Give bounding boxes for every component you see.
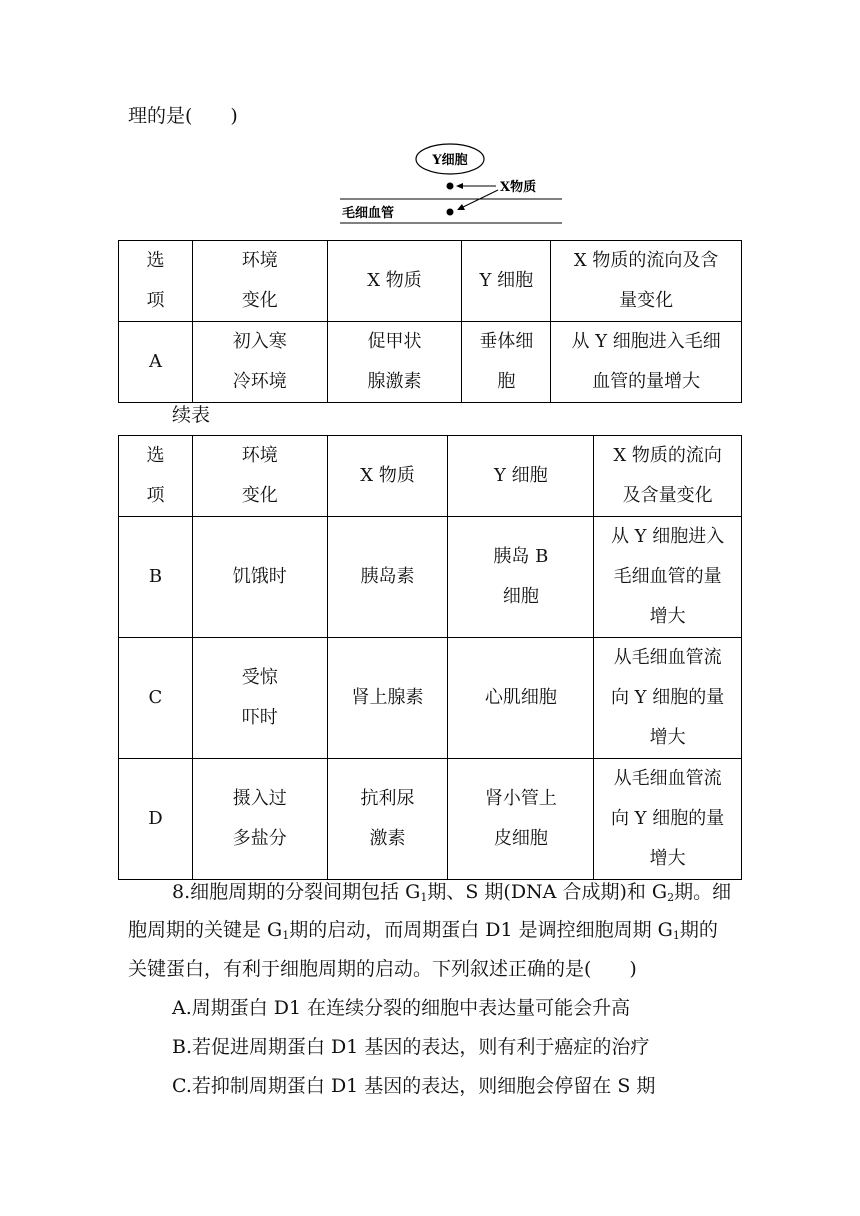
capillary-label: 毛细血管	[342, 206, 395, 221]
cell-option: C	[119, 638, 193, 759]
cell-env-change: 摄入过 多盐分	[192, 759, 327, 880]
cell-y-cell: 心肌细胞	[448, 638, 594, 759]
header-y-cell: Y 细胞	[462, 241, 551, 322]
header-option: 选 项	[119, 436, 193, 517]
question-intro-line: 理的是( )	[128, 105, 238, 127]
table-header-row	[119, 436, 742, 517]
answer-table-1	[118, 240, 742, 403]
header-x-substance: X 物质	[327, 436, 448, 517]
answer-table-2	[118, 435, 742, 880]
cell-y-cell: 垂体细 胞	[462, 322, 551, 403]
y-cell-label: Y细胞	[432, 153, 468, 168]
cell-y-cell: 肾小管上 皮细胞	[448, 759, 594, 880]
table-row	[119, 322, 742, 403]
cell-y-cell: 胰岛 B 细胞	[448, 517, 594, 638]
cell-option: B	[119, 517, 193, 638]
cell-flow: 从毛细血管流 向 Y 细胞的量 增大	[594, 638, 742, 759]
capillary-diagram	[330, 140, 570, 232]
header-x-substance: X 物质	[327, 241, 462, 322]
cell-x-substance: 促甲状 腺激素	[327, 322, 462, 403]
cell-x-substance: 抗利尿 激素	[327, 759, 448, 880]
table-header-row	[119, 241, 742, 322]
option-a: A.周期蛋白 D1 在连续分裂的细胞中表达量可能会升高	[172, 997, 631, 1019]
cell-option: D	[119, 759, 193, 880]
header-env-change: 环境 变化	[192, 436, 327, 517]
header-env-change: 环境 变化	[192, 241, 327, 322]
question8-line2: 胞周期的关键是 $G_1$期的启动，而周期蛋白 D1 是调控细胞周期 $G_1$期的	[128, 919, 718, 942]
header-flow: X 物质的流向及含 量变化	[551, 241, 742, 322]
header-flow: X 物质的流向 及含量变化	[594, 436, 742, 517]
table-row	[119, 638, 742, 759]
header-option: 选 项	[119, 241, 193, 322]
x-substance-dot-upper	[447, 183, 454, 190]
table-row	[119, 517, 742, 638]
cell-env-change: 饥饿时	[192, 517, 327, 638]
header-y-cell: Y 细胞	[448, 436, 594, 517]
cell-option: A	[119, 322, 193, 403]
cell-env-change: 初入寒 冷环境	[192, 322, 327, 403]
option-c: C.若抑制周期蛋白 D1 基因的表达，则细胞会停留在 S 期	[172, 1075, 656, 1097]
cell-x-substance: 肾上腺素	[327, 638, 448, 759]
table-row	[119, 759, 742, 880]
x-substance-label: X物质	[500, 180, 537, 195]
question8-line3: 关键蛋白，有利于细胞周期的启动。下列叙述正确的是( )	[128, 958, 637, 980]
cell-flow: 从 Y 细胞进入 毛细血管的量 增大	[594, 517, 742, 638]
cell-x-substance: 胰岛素	[327, 517, 448, 638]
cell-flow: 从毛细血管流 向 Y 细胞的量 增大	[594, 759, 742, 880]
continued-label: 续表	[172, 404, 211, 426]
cell-env-change: 受惊 吓时	[192, 638, 327, 759]
cell-flow: 从 Y 细胞进入毛细 血管的量增大	[551, 322, 742, 403]
x-substance-dot-lower	[447, 209, 454, 216]
question8-line1: 8.细胞周期的分裂间期包括 $G_1$期、S 期(DNA 合成期)和 $G_2$期。细	[172, 881, 732, 904]
option-b: B.若促进周期蛋白 D1 基因的表达，则有利于癌症的治疗	[172, 1036, 650, 1058]
